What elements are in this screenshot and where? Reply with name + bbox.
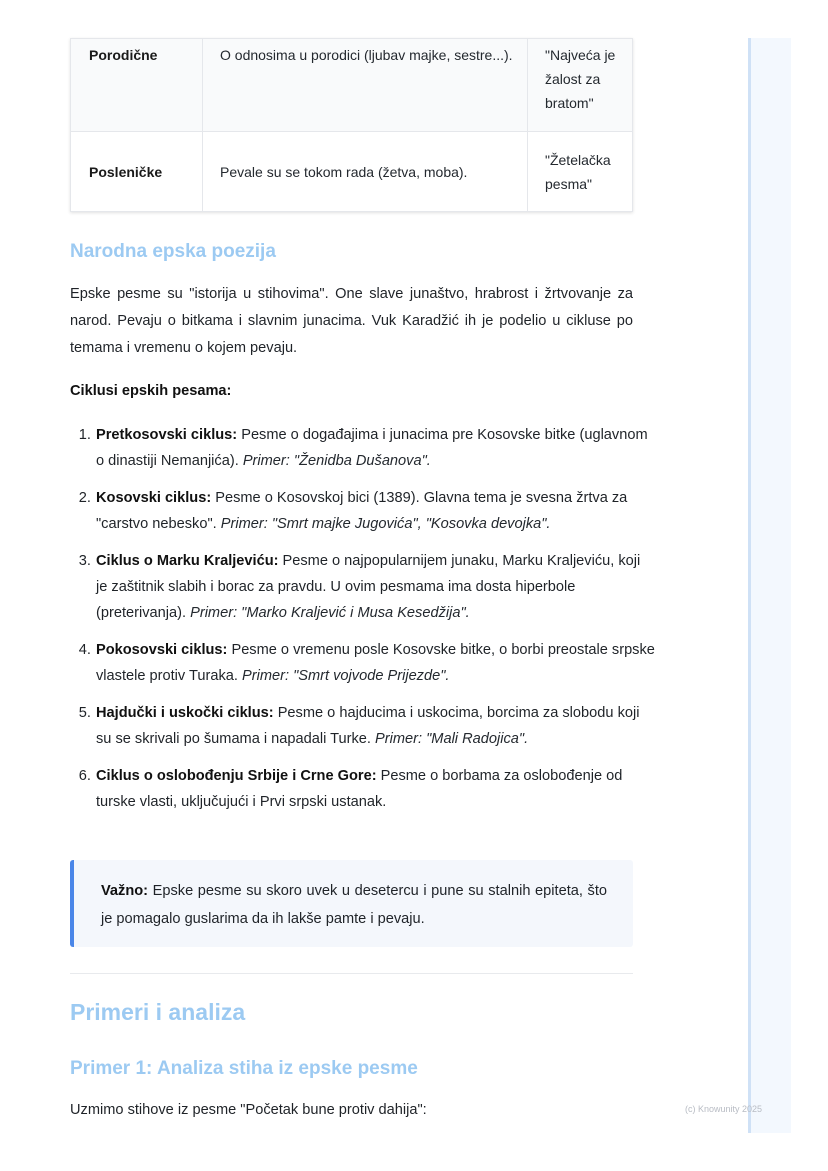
table-cell-example: "Žetelačka pesma" [528, 132, 633, 212]
list-item: 2. Kosovski ciklus: Pesme o Kosovskoj bici (1389). Glavna tema je svesna žrtva za "carstvo nebesko". Primer: "Smrt majke Jugovića", "Kosovka devojka". [95, 485, 655, 537]
note-text: Epske pesme su skoro uvek u desetercu i pune su stalnih epiteta, što je pomagalo guslarima da ih lakše pamte i pevaju. [101, 883, 607, 927]
sub-heading-example-1: Primer 1: Analiza stiha iz epske pesme [70, 1058, 418, 1079]
table-cell-description: Pevale su se tokom rada (žetva, moba). [203, 132, 528, 212]
table-row [71, 132, 633, 212]
copyright-footer: (c) Knowunity 2025 [685, 1104, 763, 1114]
section-heading-epic: Narodna epska poezija [70, 241, 276, 262]
list-item: 6. Ciklus o oslobođenju Srbije i Crne Gore: Pesme o borbama za oslobođenje od turske vlasti, uključujući i Prvi srpski ustanak. [95, 763, 655, 815]
table-cell-type: Porodične [89, 47, 158, 63]
table-row [71, 39, 633, 132]
list-item: 5. Hajdučki i uskočki ciklus: Pesme o hajducima i uskocima, borcima za slobodu koji su se skrivali po šumama i napadali Turke. Primer: "Mali Radojica". [95, 700, 655, 752]
table-cell-example: "Najveća je žalost za bratom" [545, 47, 616, 111]
important-note-callout [70, 860, 633, 947]
table-cell-description: O odnosima u porodici (ljubav majke, sestre...). [220, 47, 513, 63]
side-panel [748, 38, 791, 1133]
note-label: Važno: [101, 883, 149, 899]
list-item: 1. Pretkosovski ciklus: Pesme o događajima i junacima pre Kosovske bitke (uglavnom o dinastiji Nemanjića). Primer: "Ženidba Dušanova". [95, 422, 655, 474]
list-item: 4. Pokosovski ciklus: Pesme o vremenu posle Kosovske bitke, o borbi preostale srpske vlastele protiv Turaka. Primer: "Smrt vojvode Prijezde". [95, 637, 655, 689]
poetry-types-table [70, 38, 633, 212]
list-item: 3. Ciklus o Marku Kraljeviću: Pesme o najpopularnijem junaku, Marku Kraljeviću, koji je zaštitnik slabih i borac za pravdu. U ovim pesmama ima dosta hiperbole (preterivanja). Primer: "Marko Kraljević i Musa Kesedžija". [95, 548, 655, 626]
section-heading-examples: Primeri i analiza [70, 999, 246, 1025]
divider [70, 973, 633, 974]
cycles-title: Ciklusi epskih pesama: [70, 383, 232, 399]
cycles-list [70, 422, 655, 826]
example-intro-paragraph: Uzmimo stihove iz pesme "Početak bune protiv dahija": [70, 1102, 427, 1118]
epic-intro-paragraph: Epske pesme su "istorija u stihovima". One slave junaštvo, hrabrost i žrtvovanje za narod. Pevaju o bitkama i slavnim junacima. Vuk Karadžić ih je podelio u cikluse po temama i vremenu o kojem pevaju. [70, 286, 633, 356]
table-cell-type: Posleničke [71, 132, 203, 212]
